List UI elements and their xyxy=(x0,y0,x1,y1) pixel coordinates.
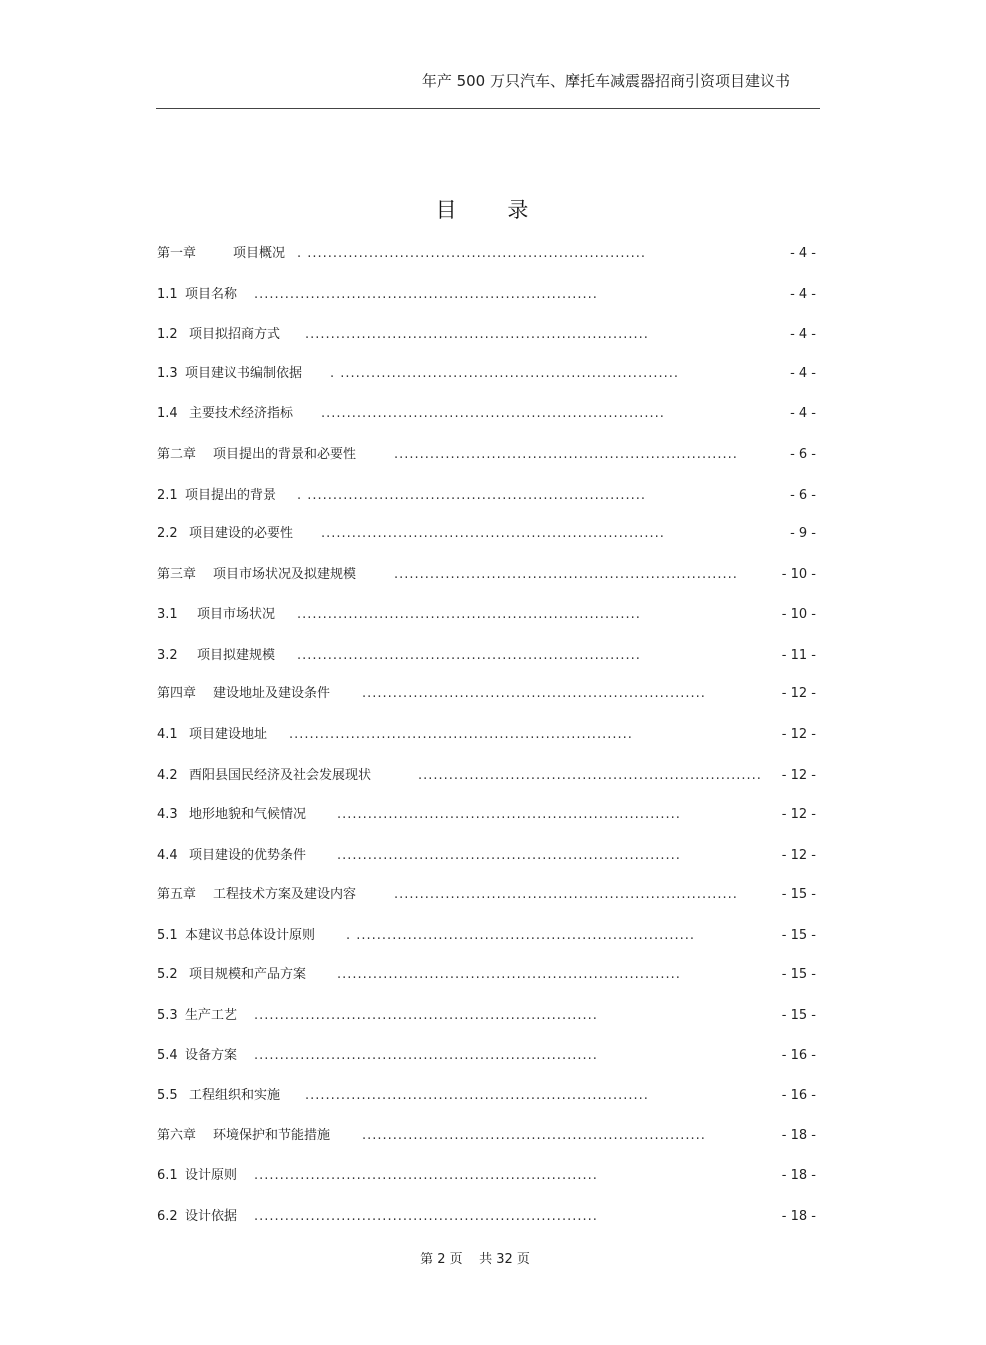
toc-entry-title: 工程技术方案及建设内容 xyxy=(213,887,357,902)
toc-entry-page: - 4 - xyxy=(790,366,816,381)
toc-entry-title: 项目名称 xyxy=(185,287,238,302)
toc-entry-page: - 10 - xyxy=(781,567,816,582)
toc-entry-page: - 16 - xyxy=(781,1048,816,1063)
toc-entry-title: 项目建议书编制依据 xyxy=(185,366,303,381)
toc-entry[interactable] xyxy=(0,646,950,666)
toc-entry-leader-dots: ................................................................... xyxy=(337,967,681,982)
toc-entry-page: - 4 - xyxy=(790,246,816,261)
toc-entry-title: 项目拟建规模 xyxy=(197,648,276,663)
toc-entry-leader-dots: . .................................................................. xyxy=(297,488,646,503)
toc-entry-title: 设计原则 xyxy=(185,1168,238,1183)
toc-entry-number: 2.1 xyxy=(157,488,178,503)
toc-entry-page: - 4 - xyxy=(790,406,816,421)
toc-entry-title: 设计依据 xyxy=(185,1209,238,1224)
toc-entry-leader-dots: ................................................................... xyxy=(254,1048,598,1063)
toc-entry-leader-dots: ................................................................... xyxy=(362,1128,706,1143)
toc-entry[interactable] xyxy=(0,404,950,424)
toc-entry-title: 项目建设的优势条件 xyxy=(189,848,307,863)
toc-entry-leader-dots: ................................................................... xyxy=(362,686,706,701)
toc-entry-title: 项目拟招商方式 xyxy=(189,327,281,342)
document-header-title: 年产 500 万只汽车、摩托车减震器招商引资项目建议书 xyxy=(421,72,790,90)
toc-entry-leader-dots: ................................................................... xyxy=(297,648,641,663)
toc-entry-leader-dots: ................................................................... xyxy=(418,768,762,783)
toc-entry-leader-dots: ................................................................... xyxy=(394,447,738,462)
toc-entry-number: 5.5 xyxy=(157,1088,178,1103)
toc-entry-title: 设备方案 xyxy=(185,1048,238,1063)
toc-entry-leader-dots: ................................................................... xyxy=(394,567,738,582)
toc-entry-title: 建设地址及建设条件 xyxy=(213,686,331,701)
toc-entry[interactable] xyxy=(0,1046,950,1066)
toc-entry-title: 项目提出的背景和必要性 xyxy=(213,447,357,462)
toc-entry-leader-dots: ................................................................... xyxy=(289,727,633,742)
toc-entry[interactable] xyxy=(0,605,950,625)
toc-entry-page: - 15 - xyxy=(781,967,816,982)
toc-entry-number: 6.2 xyxy=(157,1209,178,1224)
toc-entry-page: - 16 - xyxy=(781,1088,816,1103)
toc-entry-page: - 12 - xyxy=(781,727,816,742)
toc-entry[interactable] xyxy=(0,285,950,305)
toc-entry-page: - 15 - xyxy=(781,887,816,902)
toc-entry-number: 第三章 xyxy=(157,567,197,582)
toc-entry-number: 1.2 xyxy=(157,327,178,342)
toc-entry[interactable] xyxy=(0,1166,950,1186)
toc-entry-number: 第五章 xyxy=(157,887,197,902)
toc-entry-page: - 6 - xyxy=(790,488,816,503)
toc-entry-leader-dots: ................................................................... xyxy=(394,887,738,902)
toc-entry-number: 1.4 xyxy=(157,406,178,421)
toc-entry-page: - 15 - xyxy=(781,928,816,943)
toc-entry[interactable] xyxy=(0,565,950,585)
toc-entry-page: - 6 - xyxy=(790,447,816,462)
toc-entry[interactable] xyxy=(0,364,950,384)
toc-entry-number: 3.1 xyxy=(157,607,178,622)
toc-entry-leader-dots: ................................................................... xyxy=(254,287,598,302)
toc-entry[interactable] xyxy=(0,684,950,704)
toc-entry-page: - 18 - xyxy=(781,1209,816,1224)
toc-entry-leader-dots: ................................................................... xyxy=(254,1209,598,1224)
toc-entry-title: 项目概况 xyxy=(233,246,286,261)
toc-entry-number: 4.1 xyxy=(157,727,178,742)
toc-entry[interactable] xyxy=(0,926,950,946)
toc-entry[interactable] xyxy=(0,1126,950,1146)
toc-entry-page: - 11 - xyxy=(781,648,816,663)
toc-title: 目 录 xyxy=(435,198,551,222)
toc-entry-leader-dots: ................................................................... xyxy=(337,848,681,863)
toc-entry-title: 项目市场状况 xyxy=(197,607,276,622)
toc-entry-number: 5.3 xyxy=(157,1008,178,1023)
toc-entry-title: 环境保护和节能措施 xyxy=(213,1128,331,1143)
toc-entry[interactable] xyxy=(0,524,950,544)
toc-entry-leader-dots: . .................................................................. xyxy=(330,366,679,381)
toc-entry-page: - 12 - xyxy=(781,686,816,701)
toc-entry-leader-dots: ................................................................... xyxy=(321,406,665,421)
toc-entry[interactable] xyxy=(0,1086,950,1106)
toc-entry[interactable] xyxy=(0,725,950,745)
toc-entry-title: 项目建设的必要性 xyxy=(189,526,294,541)
page-footer xyxy=(0,1248,950,1267)
toc-entry-number: 5.1 xyxy=(157,928,178,943)
toc-entry-title: 工程组织和实施 xyxy=(189,1088,281,1103)
toc-entry-page: - 18 - xyxy=(781,1128,816,1143)
toc-entry-page: - 4 - xyxy=(790,327,816,342)
toc-entry-page: - 12 - xyxy=(781,807,816,822)
toc-entry-number: 5.4 xyxy=(157,1048,178,1063)
toc-entry-leader-dots: ................................................................... xyxy=(321,526,665,541)
toc-entry-number: 6.1 xyxy=(157,1168,178,1183)
toc-entry-number: 4.2 xyxy=(157,768,178,783)
toc-entry-number: 第一章 xyxy=(157,246,197,261)
toc-entry[interactable] xyxy=(0,486,950,506)
toc-entry-title: 项目提出的背景 xyxy=(185,488,277,503)
toc-entry-leader-dots: ................................................................... xyxy=(305,1088,649,1103)
toc-entry-number: 第六章 xyxy=(157,1128,197,1143)
toc-entry-page: - 15 - xyxy=(781,1008,816,1023)
toc-entry-number: 1.1 xyxy=(157,287,178,302)
toc-entry-leader-dots: . .................................................................. xyxy=(346,928,695,943)
toc-entry-number: 第四章 xyxy=(157,686,197,701)
toc-entry-title: 酉阳县国民经济及社会发展现状 xyxy=(189,768,372,783)
toc-entry-title: 地形地貌和气候情况 xyxy=(189,807,307,822)
toc-entry[interactable] xyxy=(0,1006,950,1026)
toc-entry-number: 第二章 xyxy=(157,447,197,462)
toc-entry-leader-dots: ................................................................... xyxy=(254,1168,598,1183)
toc-entry-page: - 12 - xyxy=(781,848,816,863)
toc-entry[interactable] xyxy=(0,1207,950,1227)
toc-entry[interactable] xyxy=(0,244,950,264)
toc-entry-title: 主要技术经济指标 xyxy=(189,406,294,421)
toc-entry[interactable] xyxy=(0,445,950,465)
toc-entry-leader-dots: . .................................................................. xyxy=(297,246,646,261)
toc-entry[interactable] xyxy=(0,885,950,905)
toc-entry-number: 4.3 xyxy=(157,807,178,822)
toc-entry-leader-dots: ................................................................... xyxy=(305,327,649,342)
toc-entry[interactable] xyxy=(0,846,950,866)
toc-entry-title: 生产工艺 xyxy=(185,1008,238,1023)
toc-entry[interactable] xyxy=(0,766,950,786)
toc-entry-number: 3.2 xyxy=(157,648,178,663)
toc-entry-leader-dots: ................................................................... xyxy=(337,807,681,822)
toc-entry[interactable] xyxy=(0,325,950,345)
page-number-text: 第 2 页 共 32 页 xyxy=(420,1252,530,1267)
toc-entry-page: - 12 - xyxy=(781,768,816,783)
toc-entry-number: 4.4 xyxy=(157,848,178,863)
toc-entry-page: - 10 - xyxy=(781,607,816,622)
toc-entry-number: 5.2 xyxy=(157,967,178,982)
toc-entry[interactable] xyxy=(0,805,950,825)
toc-entry-number: 1.3 xyxy=(157,366,178,381)
toc-entry-leader-dots: ................................................................... xyxy=(254,1008,598,1023)
toc-entry-leader-dots: ................................................................... xyxy=(297,607,641,622)
toc-entry-title: 项目建设地址 xyxy=(189,727,268,742)
toc-entry-page: - 9 - xyxy=(790,526,816,541)
toc-entry-number: 2.2 xyxy=(157,526,178,541)
toc-entry-title: 项目规模和产品方案 xyxy=(189,967,307,982)
toc-entry-page: - 18 - xyxy=(781,1168,816,1183)
toc-entry[interactable] xyxy=(0,965,950,985)
toc-entry-title: 本建议书总体设计原则 xyxy=(185,928,316,943)
toc-entry-title: 项目市场状况及拟建规模 xyxy=(213,567,357,582)
toc-entry-page: - 4 - xyxy=(790,287,816,302)
